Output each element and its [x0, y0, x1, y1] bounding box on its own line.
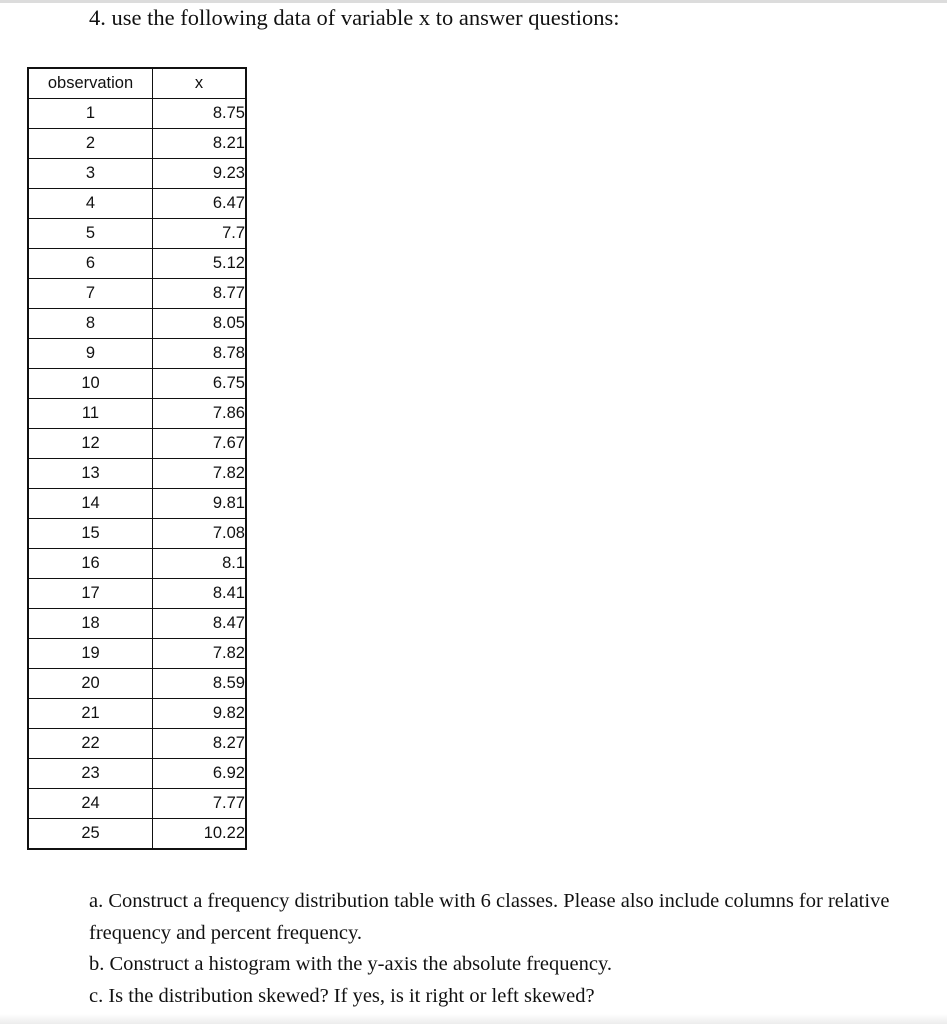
x-value-cell: 8.05 — [153, 309, 247, 339]
question-title: 4. use the following data of variable x to answer questions: — [89, 5, 620, 30]
table-body — [28, 99, 246, 850]
observation-cell: 1 — [28, 99, 153, 129]
observation-cell: 12 — [28, 429, 153, 459]
x-value-cell: 7.77 — [153, 789, 247, 819]
table-row — [28, 429, 246, 459]
x-value-cell: 8.41 — [153, 579, 247, 609]
x-value-cell: 6.47 — [153, 189, 247, 219]
x-value-cell: 7.86 — [153, 399, 247, 429]
observation-cell: 15 — [28, 519, 153, 549]
x-value-cell: 5.12 — [153, 249, 247, 279]
x-value-cell: 8.59 — [153, 669, 247, 699]
observation-cell: 3 — [28, 159, 153, 189]
table-row — [28, 789, 246, 819]
table-row — [28, 399, 246, 429]
table-row — [28, 669, 246, 699]
x-value-cell: 8.47 — [153, 609, 247, 639]
table-row — [28, 129, 246, 159]
x-value-cell: 9.82 — [153, 699, 247, 729]
table-row — [28, 549, 246, 579]
table-row — [28, 729, 246, 759]
observation-cell: 10 — [28, 369, 153, 399]
observation-cell: 18 — [28, 609, 153, 639]
task-list — [89, 886, 934, 1012]
bottom-edge — [0, 1014, 947, 1024]
x-value-cell: 8.77 — [153, 279, 247, 309]
observation-cell: 21 — [28, 699, 153, 729]
observation-cell: 7 — [28, 279, 153, 309]
table-row — [28, 309, 246, 339]
task-a: a. Construct a frequency distribution table with 6 classes. Please also include columns for relative frequency and percent frequency. — [89, 890, 890, 944]
x-value-cell: 7.82 — [153, 639, 247, 669]
table-row — [28, 609, 246, 639]
observation-cell: 20 — [28, 669, 153, 699]
x-value-cell: 6.75 — [153, 369, 247, 399]
table-row — [28, 189, 246, 219]
observation-cell: 5 — [28, 219, 153, 249]
x-value-cell: 7.7 — [153, 219, 247, 249]
observation-cell: 14 — [28, 489, 153, 519]
table-row — [28, 699, 246, 729]
observation-cell: 16 — [28, 549, 153, 579]
table-row — [28, 159, 246, 189]
observation-cell: 6 — [28, 249, 153, 279]
table-row — [28, 489, 246, 519]
task-c: c. Is the distribution skewed? If yes, is it right or left skewed? — [89, 984, 595, 1007]
x-value-cell: 9.81 — [153, 489, 247, 519]
x-value-cell: 7.82 — [153, 459, 247, 489]
x-value-cell: 8.75 — [153, 99, 247, 129]
table-header-row — [28, 68, 246, 99]
x-value-cell: 8.1 — [153, 549, 247, 579]
x-value-cell: 6.92 — [153, 759, 247, 789]
x-header: x — [153, 68, 247, 99]
observation-cell: 11 — [28, 399, 153, 429]
observation-cell: 22 — [28, 729, 153, 759]
observation-cell: 8 — [28, 309, 153, 339]
table-row — [28, 639, 246, 669]
observation-cell: 23 — [28, 759, 153, 789]
task-b: b. Construct a histogram with the y-axis the absolute frequency. — [89, 953, 613, 975]
observation-cell: 24 — [28, 789, 153, 819]
data-table — [27, 67, 247, 850]
x-value-cell: 10.22 — [153, 819, 247, 850]
table-row — [28, 759, 246, 789]
observation-cell: 19 — [28, 639, 153, 669]
table-row — [28, 459, 246, 489]
observation-cell: 2 — [28, 129, 153, 159]
table-row — [28, 369, 246, 399]
x-value-cell: 8.27 — [153, 729, 247, 759]
table-row — [28, 99, 246, 129]
observation-cell: 17 — [28, 579, 153, 609]
table-row — [28, 339, 246, 369]
table-row — [28, 819, 246, 850]
table-row — [28, 519, 246, 549]
x-value-cell: 9.23 — [153, 159, 247, 189]
x-value-cell: 8.78 — [153, 339, 247, 369]
table-row — [28, 579, 246, 609]
x-value-cell: 8.21 — [153, 129, 247, 159]
table-row — [28, 249, 246, 279]
observation-cell: 9 — [28, 339, 153, 369]
table-row — [28, 219, 246, 249]
x-value-cell: 7.08 — [153, 519, 247, 549]
observation-cell: 25 — [28, 819, 153, 850]
observation-cell: 13 — [28, 459, 153, 489]
x-value-cell: 7.67 — [153, 429, 247, 459]
observation-cell: 4 — [28, 189, 153, 219]
observation-header: observation — [28, 68, 153, 99]
table-row — [28, 279, 246, 309]
